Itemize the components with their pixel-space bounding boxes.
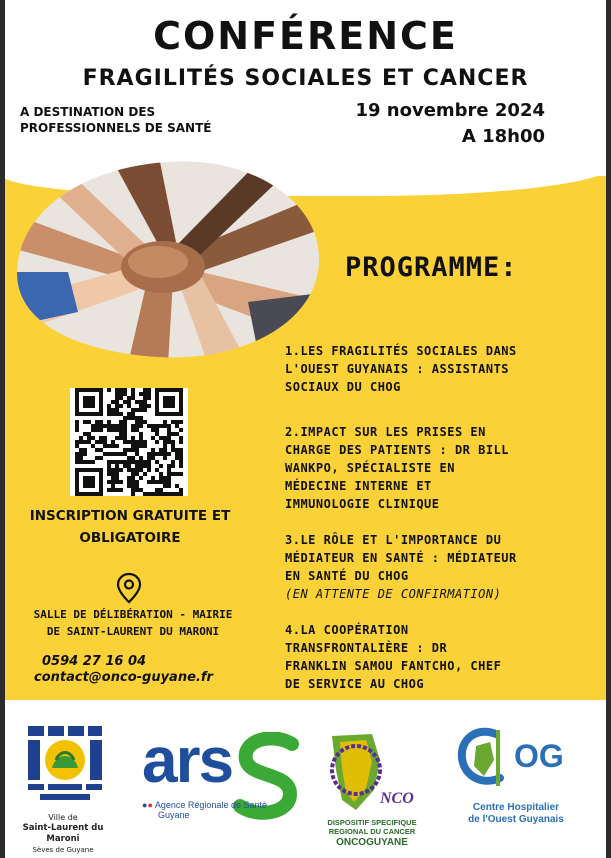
programme-item-line: FRANKLIN SAMOU FANTCHO, CHEF (285, 659, 502, 673)
registration-line-2: OBLIGATOIRE (79, 530, 181, 546)
ville-line-2: Saint-Laurent du Maroni (22, 823, 104, 844)
onco-line-3: ONCOGUYANE (336, 837, 408, 848)
stacked-hands-photo (8, 152, 328, 364)
ars-logo-mark: ars (142, 724, 233, 796)
saint-laurent-coat-of-arms-logo (26, 724, 104, 806)
chog-text (446, 802, 586, 826)
chog-line-2: de l'Ouest Guyanais (468, 814, 564, 825)
programme-item-2 (285, 423, 595, 513)
programme-item-line: WANKPO, SPÉCIALISTE EN (285, 461, 455, 475)
ars-line-2: Guyane (158, 810, 190, 820)
oncoguyane-text (312, 818, 432, 849)
programme-item-line: EN SANTÉ DU CHOG (285, 569, 409, 583)
programme-item-line: IMMUNOLOGIE CLINIQUE (285, 497, 440, 511)
contact-phone[interactable]: 0594 27 16 04 (42, 654, 147, 669)
chog-logo-icon (456, 726, 514, 788)
right-page-edge (606, 0, 611, 858)
conference-title: CONFÉRENCE (153, 14, 458, 58)
onco-line-1: DISPOSITIF SPECIFIQUE (327, 818, 417, 827)
audience-line-1: A DESTINATION DES (20, 105, 156, 119)
conference-subtitle: FRAGILITÉS SOCIALES ET CANCER (82, 66, 529, 91)
programme-item-line: DE SERVICE AU CHOG (285, 677, 425, 691)
programme-item-1 (285, 342, 595, 396)
programme-item-line: SOCIAUX DU CHOG (285, 380, 401, 394)
audience-text (20, 104, 240, 136)
programme-item-line: 2.IMPACT SUR LES PRISES EN (285, 425, 486, 439)
left-page-edge (0, 0, 5, 858)
registration-qr-code[interactable] (70, 388, 188, 496)
chog-logo-mark: OG (514, 738, 564, 774)
ville-line-3: Sèves de Guyane (32, 846, 94, 854)
event-date: 19 novembre 2024 (355, 100, 545, 121)
saint-laurent-logo-text (8, 812, 118, 856)
ville-line-1: Ville de (48, 813, 78, 822)
programme-item-note: (EN ATTENTE DE CONFIRMATION) (285, 587, 502, 601)
programme-item-line: CHARGE DES PATIENTS : DR BILL (285, 443, 510, 457)
registration-text (10, 505, 250, 549)
programme-item-line: L'OUEST GUYANAIS : ASSISTANTS (285, 362, 510, 376)
oncoguyane-logo-mark: NCO (380, 790, 414, 807)
ars-line-1: ●● Agence Régionale de Santé (142, 800, 267, 810)
chog-line-1: Centre Hospitalier (472, 802, 560, 813)
onco-line-2: REGIONAL DU CANCER (328, 827, 416, 836)
programme-item-3 (285, 531, 595, 603)
programme-item-line: MÉDECINE INTERNE ET (285, 479, 432, 493)
ars-text (142, 800, 267, 820)
programme-item-4 (285, 621, 595, 693)
contact-email[interactable]: contact@onco-guyane.fr (34, 670, 213, 685)
programme-item-line: TRANSFRONTALIÈRE : DR (285, 641, 448, 655)
venue-text (18, 606, 248, 640)
venue-line-1: SALLE DE DÉLIBÉRATION - MAIRIE (33, 608, 233, 621)
programme-item-line: 3.LE RÔLE ET L'IMPORTANCE DU (285, 533, 502, 547)
programme-item-line: MÉDIATEUR EN SANTÉ : MÉDIATEUR (285, 551, 517, 565)
programme-title: PROGRAMME: (345, 252, 518, 283)
event-time: A 18h00 (461, 126, 545, 147)
programme-item-line: 1.LES FRAGILITÉS SOCIALES DANS (285, 344, 517, 358)
registration-line-1: INSCRIPTION GRATUITE ET (29, 508, 231, 524)
venue-line-2: DE SAINT-LAURENT DU MARONI (46, 625, 220, 638)
audience-line-2: PROFESSIONNELS DE SANTÉ (20, 121, 212, 135)
location-pin-icon (116, 572, 142, 604)
programme-item-line: 4.LA COOPÉRATION (285, 623, 409, 637)
oncoguyane-map-logo (326, 730, 386, 816)
